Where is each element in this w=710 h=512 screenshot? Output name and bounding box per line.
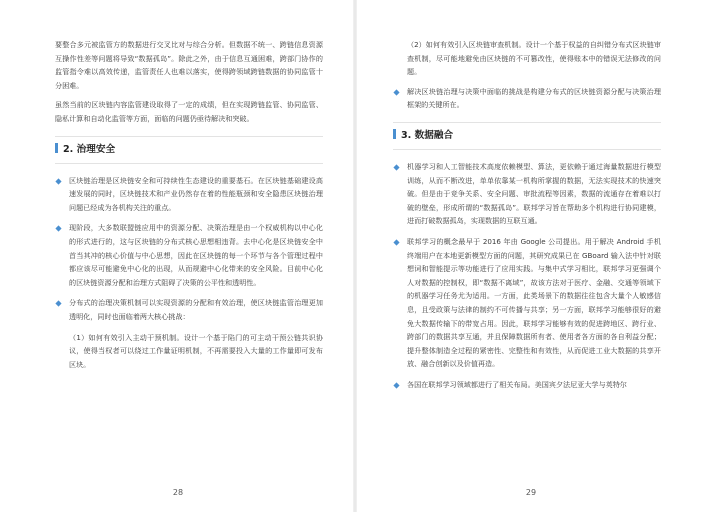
bullet-text: 解决区块链治理与决策中面临的挑战是构建分布式的区块链资源分配与决策治理框架的关键所在。 bbox=[407, 86, 661, 110]
bullet-text: 各国在联邦学习领域都进行了相关布局。美国宾夕法尼亚大学与英特尔 bbox=[407, 379, 627, 389]
bullet-text: 区块链治理是区块链安全和可持续性生态建设的重要基石。在区块链基础建设高速发展的同时，区块链技术和产业仍然存在着的性能瓶颈和安全隐患区块链治理问题已经成为各机构关注的重点。 bbox=[69, 175, 323, 212]
section-marker bbox=[55, 143, 58, 153]
page-number: 28 bbox=[172, 488, 184, 497]
bullet-item bbox=[55, 174, 323, 215]
diamond-bullet-icon bbox=[393, 382, 399, 388]
sub-item: （1）如何有效引入主动干预机制。设计一个基于陷门的可主动干预公链共识协议，使得当权者可以绕过工作量证明机制，不再需要投入大量的工作量即可发布区块。 bbox=[69, 332, 323, 369]
sub-item: （2）如何有效引入区块链审查机制。设计一个基于权益的自纠错分布式区块链审查机制，尽可能地避免由区块链的不可篡改性，使得账本中的错误无法修改的问题。 bbox=[407, 40, 661, 77]
section-title: 3. 数据融合 bbox=[401, 129, 454, 141]
intro-paragraph: 要整合多元被监管方的数据进行交叉比对与综合分析。但数据不统一、跨链信息资源互操作性差等问题将导致“数据孤岛”。除此之外，由于信息互通困难，跨部门协作的监管指令难以高效传递，监管责任人也难以落实，使得跨领域跨链数据的协同监管十分困难。 bbox=[55, 40, 323, 90]
page-number: 29 bbox=[525, 488, 537, 497]
section-heading bbox=[55, 136, 323, 164]
bullet-text: 现阶段，大多数联盟链应用中的资源分配、决策治理是由一个权威机构以中心化的形式进行的，这与区块链的分布式核心思想相违背。去中心化是区块链安全中首当其冲的核心价值与中心思想，因此在区块链的每一个环节与各个管理过程中都应该尽可能避免中心化的出现，从而规避中心化带来的安全风险。目前中心化的区块链资源分配和治理方式阻碍了决策的公平性和透明性。 bbox=[69, 223, 323, 287]
bullet-text: 机器学习和人工智能技术高度依赖模型、算法，更依赖于通过海量数据进行模型训练，从而不断改进，单单依靠某一机构所掌握的数据，无法实现技术的快速突破。但是由于竞争关系、安全问题、审批流程等因素，数据的流通存在着难以打破的壁垒，形成所谓的“数据孤岛”。联邦学习旨在帮助多个机构进行协同建模，进而打破数据孤岛，实现数据的互联互通。 bbox=[407, 161, 661, 226]
bullet-text: 分布式的治理决策机制可以实现资源的分配和有效治理，使区块链监管治理更加透明化，同时也面临着两大核心挑战： bbox=[69, 298, 323, 321]
bullet-item bbox=[393, 160, 661, 228]
bullet-item bbox=[393, 85, 661, 112]
diamond-bullet-icon bbox=[55, 226, 61, 232]
right-page-content bbox=[393, 38, 661, 398]
diamond-bullet-icon bbox=[393, 239, 399, 245]
section-heading bbox=[393, 122, 661, 150]
diamond-bullet-icon bbox=[55, 178, 61, 184]
bullet-item bbox=[393, 378, 661, 392]
bullet-item bbox=[393, 235, 661, 371]
section-title: 2. 治理安全 bbox=[63, 143, 116, 155]
bullet-text: 联邦学习的概念最早于 2016 年由 Google 公司提出。用于解决 Android 手机终端用户在本地更新模型方面的问题，其研究成果已在 GBoard 输入法中针对联想词和智能提示等功能进行了应用实践。与集中式学习相比，联邦学习更强调个人对数据的控制权，即“数据不离域”，故该方法对于医疗、金融、交通等领域下的机器学习任务尤为适用。一方面，此类场景下的数据往往包含大量个人敏感信息，且受政策与法律的制约不可传播与共享；另一方面，联邦学习能够很好的避免大数据传输下的带宽占用。因此，联邦学习能够有效的促进跨地区、跨行业、跨部门的数据共享互通，并且保障数据所有者、使用者各方面的各自利益分配；提升整体制造全过程的紧密性、完整性和有效性，从而促进工业大数据的共享开放、融合创新以及价值再造。 bbox=[407, 236, 661, 369]
intro-paragraph: 虽然当前的区块链内容监管建设取得了一定的成绩，但在实现跨链监管、协同监管、隐私计算和自动化监管等方面，面临的问题仍亟待解决和突破。 bbox=[55, 100, 323, 123]
diamond-bullet-icon bbox=[55, 301, 61, 307]
left-page-content bbox=[55, 38, 323, 377]
diamond-bullet-icon bbox=[393, 89, 399, 95]
diamond-bullet-icon bbox=[393, 164, 399, 170]
bullet-item bbox=[55, 221, 323, 289]
right-page bbox=[355, 0, 710, 512]
section-marker bbox=[393, 129, 396, 139]
bullet-item bbox=[55, 296, 323, 323]
